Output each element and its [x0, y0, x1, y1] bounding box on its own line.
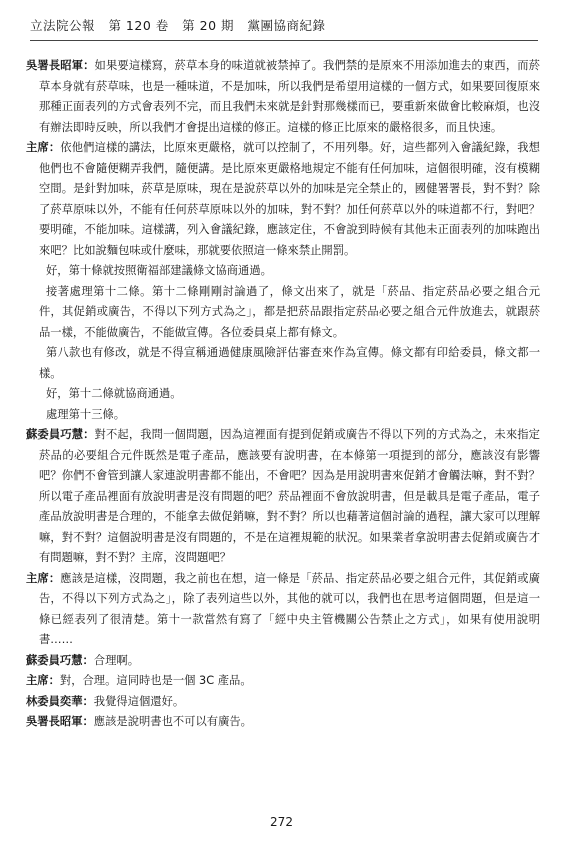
- speaker-name: 吳署長昭軍：: [26, 715, 94, 728]
- transcript-paragraph: [26, 569, 540, 651]
- transcript-paragraph: [26, 56, 540, 138]
- speech-text: 合理啊。: [93, 653, 139, 667]
- publication-name: 立法院公報: [30, 18, 96, 33]
- speaker-name: 林委員奕華：: [26, 694, 94, 708]
- transcript-paragraph: [26, 425, 540, 569]
- transcript-paragraph: [26, 282, 540, 344]
- transcript-paragraph: [26, 384, 540, 405]
- transcript-paragraph: [26, 138, 540, 261]
- speech-text: 第八款也有修改，就是不得宣稱通過健康風險評估審查來作為宣傳。條文都有印給委員，條文都一樣。: [39, 346, 540, 380]
- speech-text: 對不起，我問一個問題，因為這裡面有提到促銷或廣告不得以下列的方式為之，未來指定菸品的必要組合元件既然是電子產品，應該要有說明書，在本條第一項提到的部分，應該沒有影響吧？你們不會管到讓人家連說明書都不能出，不會吧？因為是用說明書來促銷才會觸法嘛，對不對？所以電子產品裡面有放說明書是沒有問題的吧？菸品裡面不會放說明書，但是載具是電子產品，電子產品放說明書是合理的，不能拿去做促銷嘛，對不對？所以也藉著這個討論的過程，讓大家可以理解嘛，對不對？這個說明書是沒有問題的，不是在這裡規範的狀況。如果業者拿說明書去促銷或廣告才有問題嘛，對不對？主席，沒問題吧？: [39, 428, 540, 564]
- speaker-name: 吳署長昭軍：: [26, 59, 95, 72]
- speech-text: 處理第十三條。: [46, 407, 126, 421]
- speech-text: 依他們這樣的講法，比原來更嚴格，就可以控制了，不用列舉。好，這些都列入會議紀錄，我想他們也不會隨便糊弄我們，隨便講。是比原來更嚴格地規定不能有任何加味，這個很明確，沒有模糊空間。是針對加味，菸草是原味，現在是說菸草以外的加味是完全禁止的，國健署署長，對不對？除了菸草原味以外，不能有任何菸草原味以外的加味，對不對？加任何菸草以外的味道都不行，對吧？要明確，不能加味。這樣講，列入會議紀錄，應該定住，不會說到時候有其他未正面表列的加味跑出來吧？比如說麵包味或什麼味，那就要依照這一條來禁止開罰。: [39, 141, 540, 257]
- transcript-paragraph: [26, 405, 540, 426]
- speech-text: 好，第十條就按照衛福部建議條文協商通過。: [46, 264, 272, 277]
- speaker-name: 蘇委員巧慧：: [26, 428, 95, 441]
- speech-text: 我覺得這個還好。: [93, 694, 185, 708]
- transcript-paragraph: [26, 671, 540, 692]
- speaker-name: 主席：: [26, 674, 60, 687]
- transcript-paragraph: [26, 692, 540, 713]
- transcript-paragraph: [26, 651, 540, 672]
- header-divider: [30, 40, 538, 41]
- page-number: 272: [270, 815, 293, 829]
- speech-text: 應該是說明書也不可以有廣告。: [93, 715, 252, 728]
- section-title: 黨團協商紀錄: [247, 18, 326, 33]
- volume-number: 第 120 卷: [108, 18, 169, 33]
- speech-text: 好，第十二條就協商通過。: [46, 387, 182, 400]
- speech-text: 接著處理第十二條。第十二條剛剛討論過了，條文出來了，就是「菸品、指定菸品必要之組合元件，其促銷或廣告，不得以下列方式為之」，都是把菸品跟指定菸品必要之組合元件放進去，就跟菸品一樣，不能做廣告，不能做宣傳。各位委員桌上都有條文。: [39, 284, 540, 339]
- speaker-name: 蘇委員巧慧：: [26, 653, 94, 667]
- transcript-body: [26, 56, 540, 733]
- speech-text: 應該是這樣，沒問題，我之前也在想，這一條是「菸品、指定菸品必要之組合元件，其促銷或廣告，不得以下列方式為之」，除了表列這些以外，其他的就可以，我們也在思考這個問題，但是這一條已經表列了很清楚。第十一款當然有寫了「經中央主管機關公告禁止之方式」，如果有使用說明書……: [39, 571, 540, 646]
- page-header: [30, 16, 540, 34]
- transcript-paragraph: [26, 343, 540, 384]
- speech-text: 對，合理。這同時也是一個 3C 產品。: [59, 674, 252, 687]
- speech-text: 如果要這樣寫，菸草本身的味道就被禁掉了。我們禁的是原來不用添加進去的東西，而菸草本身就有菸草味，也是一種味道，不是加味，所以我們是希望用這樣的一個方式，如果要回復原來那種正面表列的方式會表列不完，而且我們未來就是針對那幾樣而已，要重新來做會比較麻煩，也沒有辦法即時反映，所以我們才會提出這樣的修正。這樣的修正比原來的嚴格很多，而且快速。: [39, 59, 540, 134]
- speaker-name: 主席：: [26, 141, 61, 154]
- issue-number: 第 20 期: [182, 18, 235, 33]
- transcript-paragraph: [26, 261, 540, 282]
- transcript-paragraph: [26, 712, 540, 733]
- speaker-name: 主席：: [26, 571, 61, 585]
